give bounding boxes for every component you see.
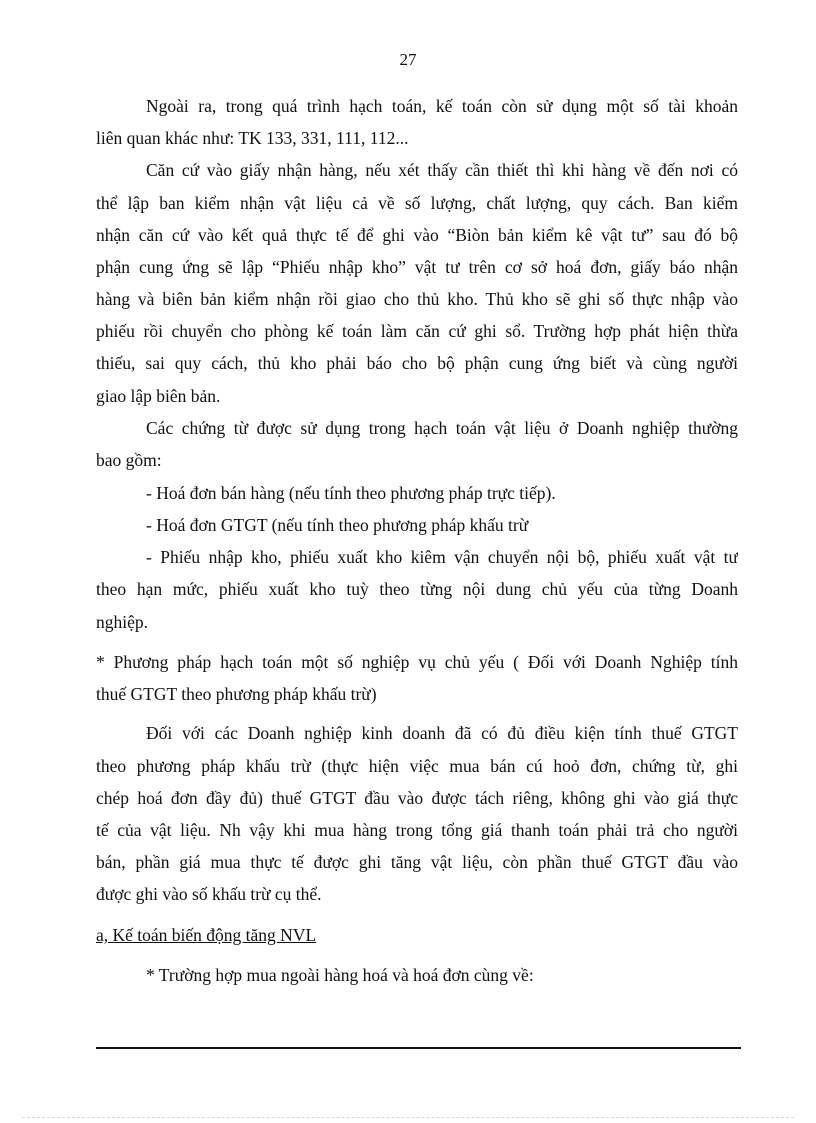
- list-item-vat-invoice: - Hoá đơn GTGT (nếu tính theo phương pháp khấu trừ: [146, 515, 529, 535]
- vat-paragraph-line-5: bán, phần giá mua thực tế được ghi tăng vật liệu, còn phần thuế GTGT đầu vào: [96, 852, 738, 872]
- paragraph-2-line-4: phận cung ứng sẽ lập “Phiếu nhập kho” vật tư trên cơ sở hoá đơn, giấy báo nhận: [96, 257, 738, 277]
- paragraph-1-line-1: Ngoài ra, trong quá trình hạch toán, kế toán còn sử dụng một số tài khoản: [146, 96, 738, 116]
- paragraph-3-line-1: Các chứng từ được sử dụng trong hạch toán vật liệu ở Doanh nghiệp thường: [146, 418, 738, 438]
- vat-paragraph-line-6: được ghi vào số khấu trừ cụ thể.: [96, 884, 322, 904]
- list-item-receipts-line-3: nghiệp.: [96, 612, 149, 632]
- vat-paragraph-line-2: theo phương pháp khấu trừ (thực hiện việc mua bán cú hoỏ đơn, chứng từ, ghi: [96, 756, 738, 776]
- vat-paragraph-line-4: tế của vật liệu. Nh vậy khi mua hàng trong tổng giá thanh toán phải trả cho người: [96, 820, 738, 840]
- vat-paragraph-line-3: chép hoá đơn đầy đủ) thuế GTGT đầu vào được tách riêng, không ghi vào giá thực: [96, 788, 738, 808]
- paragraph-1-line-2: liên quan khác như: TK 133, 331, 111, 112...: [96, 128, 409, 148]
- paragraph-2-line-2: thể lập ban kiểm nhận vật liệu cả về số lượng, chất lượng, quy cách. Ban kiểm: [96, 193, 738, 213]
- method-note-line-2: thuế GTGT theo phương pháp khấu trừ): [96, 684, 377, 704]
- paragraph-2-line-7: thiếu, sai quy cách, thủ kho phải báo cho bộ phận cung ứng biết và cùng người: [96, 353, 738, 373]
- page-number: 27: [399, 50, 417, 69]
- list-item-receipts-line-2: theo hạn mức, phiếu xuất kho tuỳ theo từng nội dung chủ yếu của từng Doanh: [96, 579, 738, 599]
- section-heading: a, Kế toán biến động tăng NVL: [96, 925, 317, 945]
- list-item-receipts-line-1: - Phiếu nhập kho, phiếu xuất kho kiêm vận chuyển nội bộ, phiếu xuất vật tư: [146, 547, 738, 567]
- paragraph-2-line-1: Căn cứ vào giấy nhận hàng, nếu xét thấy cần thiết thì khi hàng về đến nơi có: [146, 160, 738, 180]
- page-edge-divider: [22, 1117, 794, 1118]
- paragraph-3-line-2: bao gồm:: [96, 450, 162, 470]
- bullet-item: * Trường hợp mua ngoài hàng hoá và hoá đơn cùng về:: [146, 965, 534, 985]
- paragraph-2-line-5: hàng và biên bản kiểm nhận rồi giao cho thủ kho. Thủ kho sẽ ghi số thực nhập vào: [96, 289, 738, 309]
- paragraph-2-line-3: nhận căn cứ vào kết quả thực tế để ghi vào “Biòn bản kiểm kê vật tư” sau đó bộ: [96, 225, 738, 245]
- paragraph-2-line-8: giao lập biên bản.: [96, 386, 221, 406]
- list-item-invoice: - Hoá đơn bán hàng (nếu tính theo phương pháp trực tiếp).: [146, 483, 556, 503]
- paragraph-2-line-6: phiếu rồi chuyển cho phòng kế toán làm căn cứ ghi sổ. Trường hợp phát hiện thừa: [96, 321, 738, 341]
- vat-paragraph-line-1: Đối với các Doanh nghiệp kinh doanh đã có đủ điều kiện tính thuế GTGT: [146, 723, 738, 743]
- method-note-line-1: * Phương pháp hạch toán một số nghiệp vụ chủ yếu ( Đối với Doanh Nghiệp tính: [96, 652, 738, 672]
- footer-rule: [96, 1047, 741, 1049]
